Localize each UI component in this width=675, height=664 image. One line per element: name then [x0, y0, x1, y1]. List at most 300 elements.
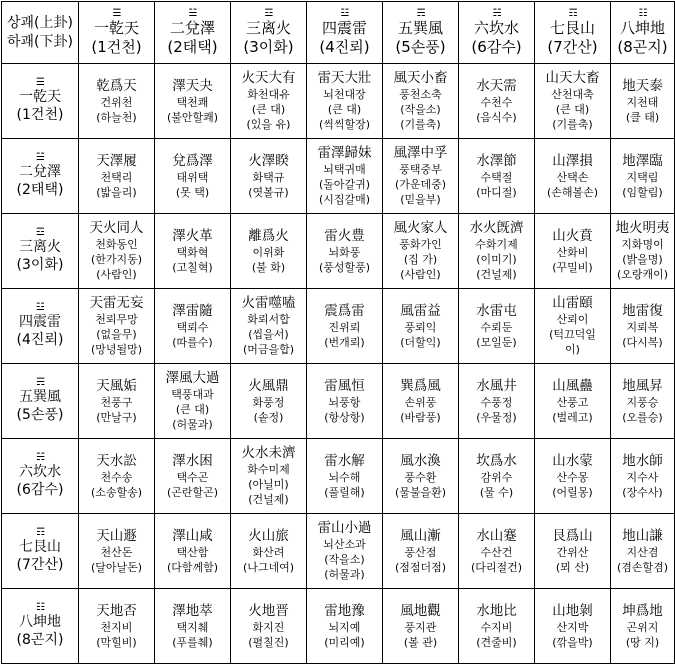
- hexagram-hanja-name: 天地否: [96, 602, 137, 619]
- hexagram-cell: [79, 589, 155, 664]
- hexagram-hanja-name: 巽爲風: [400, 377, 441, 394]
- hexagram-korean-line: (다리절건): [470, 560, 523, 574]
- column-header-4: [307, 2, 383, 64]
- column-trigram-number: (1건천): [91, 37, 142, 56]
- hexagram-korean-line: (마디절): [476, 185, 517, 199]
- hexagram-korean-line: (막힐비): [96, 635, 137, 649]
- hexagram-cell: [155, 64, 231, 139]
- hexagram-cell: [155, 364, 231, 439]
- hexagram-cell: [79, 139, 155, 214]
- hexagram-table: [1, 1, 675, 664]
- hexagram-cell: [383, 589, 459, 664]
- row-header-2: [2, 139, 79, 214]
- hexagram-cell: [155, 439, 231, 514]
- trigram-icon: ☷: [36, 602, 44, 613]
- column-trigram-name: 五巽風: [397, 18, 443, 37]
- hexagram-hanja-name: 澤地萃: [172, 602, 213, 619]
- row-trigram-name: 七艮山: [19, 539, 61, 555]
- hexagram-cell: [535, 64, 611, 139]
- hexagram-korean-line: (음식수): [476, 110, 517, 124]
- row-trigram-name: 二兌澤: [19, 164, 61, 180]
- hexagram-korean-line: (솥정): [253, 410, 284, 424]
- hexagram-hanja-name: 火地晋: [248, 602, 289, 619]
- hexagram-hanja-name: 火澤睽: [248, 152, 289, 169]
- hexagram-hanja-name: 山天大畜: [545, 70, 600, 86]
- hexagram-korean-line: 지택림: [626, 170, 659, 184]
- row-header-5: [2, 364, 79, 439]
- hexagram-korean-line: (항상항): [324, 410, 365, 424]
- hexagram-cell: [459, 364, 535, 439]
- column-header-6: [459, 2, 535, 64]
- hexagram-hanja-name: 火雷噬嗑: [241, 295, 296, 311]
- hexagram-hanja-name: 地澤臨: [622, 152, 663, 169]
- hexagram-cell: [535, 589, 611, 664]
- column-trigram-number: (5손풍): [395, 37, 446, 56]
- hexagram-korean-line: (볼 관): [403, 635, 438, 649]
- hexagram-korean-line: 천화동인: [95, 238, 138, 251]
- hexagram-korean-line: 풍화가인: [399, 238, 442, 251]
- hexagram-korean-line: 뇌풍항: [328, 395, 361, 409]
- hexagram-cell: [535, 439, 611, 514]
- table-row: [2, 439, 675, 514]
- hexagram-korean-line: 태위택: [176, 170, 209, 184]
- hexagram-cell: [459, 64, 535, 139]
- hexagram-korean-line: (허물과): [324, 568, 365, 581]
- hexagram-hanja-name: 水風井: [476, 377, 517, 394]
- hexagram-korean-line: (가운데중): [394, 178, 447, 191]
- hexagram-hanja-name: 澤天夬: [172, 77, 213, 94]
- column-trigram-name: 四震雷: [321, 18, 367, 37]
- hexagram-korean-line: 곤위지: [626, 620, 659, 634]
- hexagram-cell: [231, 64, 307, 139]
- hexagram-hanja-name: 水地比: [476, 602, 517, 619]
- hexagram-korean-line: (소송할송): [90, 485, 143, 499]
- row-header-7: [2, 514, 79, 589]
- hexagram-korean-line: 수택절: [480, 170, 513, 184]
- hexagram-korean-line: 화지진: [252, 620, 285, 634]
- hexagram-korean-line: (따를수): [172, 335, 213, 349]
- hexagram-korean-line: 화천대유: [247, 88, 290, 101]
- hexagram-korean-line: 수산건: [480, 545, 513, 559]
- hexagram-cell: [155, 289, 231, 364]
- hexagram-hanja-name: 火風鼎: [248, 377, 289, 394]
- hexagram-hanja-name: 山水蒙: [552, 452, 593, 469]
- trigram-icon: ☰: [112, 7, 121, 19]
- hexagram-hanja-name: 火水未濟: [241, 445, 296, 461]
- hexagram-korean-line: (손해볼손): [546, 185, 599, 199]
- hexagram-korean-line: (건널제): [248, 493, 289, 506]
- hexagram-korean-line: (건널제): [476, 268, 517, 281]
- hexagram-korean-line: (돌아갈귀): [318, 178, 371, 191]
- hexagram-korean-line: (장수사): [622, 485, 663, 499]
- hexagram-korean-line: (풍성할풍): [318, 260, 371, 274]
- hexagram-korean-line: (큰 대): [251, 103, 286, 116]
- hexagram-table-body: [2, 2, 675, 664]
- hexagram-korean-line: 지천태: [626, 95, 659, 109]
- hexagram-hanja-name: 兌爲澤: [172, 152, 213, 169]
- hexagram-cell: [383, 139, 459, 214]
- hexagram-korean-line: (미리예): [324, 635, 365, 649]
- column-header-2: [155, 2, 231, 64]
- hexagram-korean-line: (불안할쾌): [166, 110, 219, 124]
- hexagram-korean-line: 천택리: [100, 170, 133, 184]
- hexagram-cell: [307, 589, 383, 664]
- hexagram-cell: [79, 289, 155, 364]
- row-trigram-number: (1건천): [16, 107, 64, 123]
- hexagram-cell: [307, 514, 383, 589]
- hexagram-korean-line: (오랑캐이): [616, 268, 669, 281]
- hexagram-cell: [155, 139, 231, 214]
- hexagram-korean-line: 뇌산소과: [323, 538, 366, 551]
- hexagram-korean-line: (점점더점): [394, 560, 447, 574]
- hexagram-hanja-name: 地水師: [622, 452, 663, 469]
- row-header-3: [2, 214, 79, 289]
- hexagram-korean-line: (엿볼규): [248, 185, 289, 199]
- trigram-icon: ☱: [188, 7, 197, 19]
- hexagram-cell: [79, 364, 155, 439]
- hexagram-cell: [535, 289, 611, 364]
- hexagram-hanja-name: 澤山咸: [172, 527, 213, 544]
- hexagram-korean-line: 수뢰둔: [480, 320, 513, 334]
- hexagram-hanja-name: 風火家人: [393, 220, 448, 236]
- hexagram-cell: [535, 364, 611, 439]
- hexagram-korean-line: (우물정): [476, 410, 517, 424]
- hexagram-cell: [611, 439, 675, 514]
- hexagram-hanja-name: 雷天大壯: [317, 70, 372, 86]
- hexagram-hanja-name: 風水渙: [400, 452, 441, 469]
- hexagram-korean-line: (견줄비): [476, 635, 517, 649]
- column-header-5: [383, 2, 459, 64]
- lower-trigram-label: 하괘(下卦): [7, 33, 73, 50]
- hexagram-cell: [535, 514, 611, 589]
- hexagram-hanja-name: 天火同人: [89, 220, 144, 236]
- hexagram-korean-line: (땅 지): [625, 635, 660, 649]
- hexagram-hanja-name: 山雷頤: [552, 295, 593, 311]
- trigram-icon: ☱: [36, 152, 44, 163]
- trigram-icon: ☵: [36, 452, 44, 463]
- hexagram-korean-line: (시집갈매): [318, 193, 371, 206]
- hexagram-korean-line: 산풍고: [556, 395, 589, 409]
- hexagram-korean-line: (기를축): [552, 118, 593, 131]
- hexagram-korean-line: (깎을박): [552, 635, 593, 649]
- hexagram-korean-line: (있을 유): [246, 118, 291, 131]
- hexagram-cell: [155, 514, 231, 589]
- hexagram-hanja-name: 山風蠱: [552, 377, 593, 394]
- trigram-icon: ☶: [36, 527, 44, 538]
- hexagram-hanja-name: 風雷益: [400, 302, 441, 319]
- hexagram-korean-line: (턱끄덕일: [549, 328, 596, 341]
- column-trigram-name: 六坎水: [473, 18, 519, 37]
- hexagram-korean-line: (기를축): [400, 118, 441, 131]
- column-trigram-number: (3이화): [243, 37, 294, 56]
- hexagram-korean-line: 뇌택귀매: [323, 163, 366, 176]
- hexagram-korean-line: 이위화: [252, 245, 285, 259]
- hexagram-korean-line: 풍택중부: [399, 163, 442, 176]
- trigram-icon: ☲: [264, 7, 273, 19]
- hexagram-hanja-name: 雷地豫: [324, 602, 365, 619]
- column-trigram-number: (8곤지): [617, 37, 668, 56]
- row-trigram-number: (4진뢰): [16, 332, 64, 348]
- hexagram-korean-line: (집 가): [403, 253, 438, 266]
- hexagram-cell: [459, 139, 535, 214]
- upper-trigram-label: 상괘(上卦): [7, 14, 73, 31]
- row-header-4: [2, 289, 79, 364]
- hexagram-korean-line: 천지비: [100, 620, 133, 634]
- hexagram-hanja-name: 山火賁: [552, 227, 593, 244]
- hexagram-hanja-name: 澤風大過: [165, 370, 220, 386]
- hexagram-korean-line: (곤란할곤): [166, 485, 219, 499]
- column-trigram-name: 二兌澤: [169, 18, 215, 37]
- hexagram-korean-line: (임할림): [622, 185, 663, 199]
- table-row: [2, 214, 675, 289]
- hexagram-korean-line: 수지비: [480, 620, 513, 634]
- hexagram-korean-line: 택풍대과: [171, 388, 214, 401]
- hexagram-cell: [79, 514, 155, 589]
- row-header-8: [2, 589, 79, 664]
- hexagram-hanja-name: 風地觀: [400, 602, 441, 619]
- hexagram-hanja-name: 天山遯: [96, 527, 137, 544]
- column-header-1: [79, 2, 155, 64]
- hexagram-hanja-name: 地天泰: [622, 77, 663, 94]
- hexagram-cell: [79, 64, 155, 139]
- hexagram-korean-line: 산지박: [556, 620, 589, 634]
- hexagram-korean-line: (바람풍): [400, 410, 441, 424]
- hexagram-korean-line: 지산겸: [626, 545, 659, 559]
- hexagram-korean-line: (한가지동): [90, 253, 143, 266]
- hexagram-korean-line: 화택규: [252, 170, 285, 184]
- hexagram-korean-line: 천수송: [100, 470, 133, 484]
- hexagram-korean-line: (모일둔): [476, 335, 517, 349]
- row-trigram-name: 五巽風: [19, 389, 61, 405]
- hexagram-cell: [307, 214, 383, 289]
- table-row: [2, 289, 675, 364]
- hexagram-hanja-name: 天風姤: [96, 377, 137, 394]
- hexagram-korean-line: 산화비: [556, 245, 589, 259]
- trigram-icon: ☴: [416, 7, 425, 19]
- hexagram-korean-line: (사람인): [96, 268, 137, 281]
- hexagram-korean-line: 택지췌: [176, 620, 209, 634]
- row-trigram-number: (3이화): [16, 257, 64, 273]
- hexagram-korean-line: (펼칠진): [248, 635, 289, 649]
- hexagram-korean-line: (푸를췌): [172, 635, 213, 649]
- hexagram-korean-line: (만날구): [96, 410, 137, 424]
- hexagram-cell: [307, 364, 383, 439]
- hexagram-cell: [231, 139, 307, 214]
- hexagram-korean-line: 산천대축: [551, 88, 594, 101]
- hexagram-hanja-name: 天澤履: [96, 152, 137, 169]
- hexagram-hanja-name: 震爲雷: [324, 302, 365, 319]
- hexagram-korean-line: 풍지관: [404, 620, 437, 634]
- column-trigram-name: 八坤地: [619, 18, 665, 37]
- hexagram-korean-line: (밝을명): [622, 253, 663, 266]
- hexagram-korean-line: 뇌수해: [328, 470, 361, 484]
- hexagram-korean-line: 진위뢰: [328, 320, 361, 334]
- hexagram-korean-line: (달아날돈): [90, 560, 143, 574]
- hexagram-cell: [535, 139, 611, 214]
- hexagram-korean-line: 택화혁: [176, 245, 209, 259]
- hexagram-korean-line: (씹을서): [248, 328, 289, 341]
- hexagram-hanja-name: 澤火革: [172, 227, 213, 244]
- hexagram-korean-line: 산뢰이: [556, 313, 589, 326]
- hexagram-cell: [383, 364, 459, 439]
- table-row: [2, 64, 675, 139]
- hexagram-cell: [535, 214, 611, 289]
- hexagram-hanja-name: 雷風恒: [324, 377, 365, 394]
- hexagram-korean-line: (작을소): [324, 553, 365, 566]
- hexagram-cell: [231, 364, 307, 439]
- hexagram-hanja-name: 天雷无妄: [89, 295, 144, 311]
- hexagram-korean-line: (큰 대): [175, 403, 210, 416]
- trigram-icon: ☲: [36, 227, 44, 238]
- hexagram-cell: [459, 214, 535, 289]
- hexagram-hanja-name: 雷澤歸妹: [317, 145, 372, 161]
- hexagram-hanja-name: 水澤節: [476, 152, 517, 169]
- table-row: [2, 364, 675, 439]
- hexagram-cell: [459, 289, 535, 364]
- hexagram-korean-line: 산수몽: [556, 470, 589, 484]
- hexagram-cell: [231, 514, 307, 589]
- hexagram-hanja-name: 水火旣濟: [469, 220, 524, 236]
- hexagram-cell: [307, 64, 383, 139]
- hexagram-cell: [611, 364, 675, 439]
- hexagram-korean-line: (작을소): [400, 103, 441, 116]
- hexagram-hanja-name: 風天小畜: [393, 70, 448, 86]
- hexagram-cell: [611, 64, 675, 139]
- hexagram-hanja-name: 水天需: [476, 77, 517, 94]
- hexagram-hanja-name: 地雷復: [622, 302, 663, 319]
- hexagram-korean-line: (하늘천): [96, 110, 137, 124]
- hexagram-cell: [383, 514, 459, 589]
- hexagram-cell: [383, 439, 459, 514]
- hexagram-korean-line: 화풍정: [252, 395, 285, 409]
- column-trigram-number: (7간산): [547, 37, 598, 56]
- hexagram-korean-line: 간위산: [556, 545, 589, 559]
- trigram-icon: ☵: [492, 7, 501, 19]
- hexagram-cell: [459, 589, 535, 664]
- hexagram-cell: [155, 214, 231, 289]
- hexagram-korean-line: 풍산점: [404, 545, 437, 559]
- hexagram-korean-line: 택천쾌: [176, 95, 209, 109]
- hexagram-korean-line: 수화기제: [475, 238, 518, 251]
- hexagram-hanja-name: 雷水解: [324, 452, 365, 469]
- column-trigram-number: (4진뢰): [319, 37, 370, 56]
- hexagram-korean-line: (풀릴해): [324, 485, 365, 499]
- hexagram-korean-line: 풍천소축: [399, 88, 442, 101]
- hexagram-korean-line: (못 택): [175, 185, 210, 199]
- hexagram-cell: [611, 514, 675, 589]
- hexagram-korean-line: 지화명이: [621, 238, 664, 251]
- row-trigram-name: 三离火: [19, 239, 61, 255]
- column-trigram-name: 三离火: [245, 18, 291, 37]
- hexagram-korean-line: 손위풍: [404, 395, 437, 409]
- hexagram-hanja-name: 風山漸: [400, 527, 441, 544]
- hexagram-cell: [383, 214, 459, 289]
- hexagram-cell: [79, 439, 155, 514]
- column-header-7: [535, 2, 611, 64]
- hexagram-korean-line: (큰 대): [555, 103, 590, 116]
- row-trigram-number: (2태택): [16, 182, 64, 198]
- hexagram-korean-line: 택산함: [176, 545, 209, 559]
- table-row: [2, 589, 675, 664]
- hexagram-hanja-name: 艮爲山: [552, 527, 593, 544]
- hexagram-cell: [79, 214, 155, 289]
- hexagram-cell: [231, 289, 307, 364]
- hexagram-korean-line: 화수미제: [247, 463, 290, 476]
- row-trigram-name: 四震雷: [19, 314, 61, 330]
- hexagram-korean-line: (다함께함): [166, 560, 219, 574]
- hexagram-korean-line: (불 화): [251, 260, 286, 274]
- hexagram-hanja-name: 雷山小過: [317, 520, 372, 536]
- row-trigram-number: (8곤지): [16, 632, 64, 648]
- hexagram-hanja-name: 地火明夷: [615, 220, 670, 236]
- row-trigram-name: 八坤地: [19, 614, 61, 630]
- trigram-icon: ☳: [36, 302, 44, 313]
- column-header-3: [231, 2, 307, 64]
- hexagram-hanja-name: 坤爲地: [622, 602, 663, 619]
- hexagram-korean-line: 택뢰수: [176, 320, 209, 334]
- hexagram-cell: [611, 289, 675, 364]
- hexagram-korean-line: (밟을리): [96, 185, 137, 199]
- hexagram-korean-line: 천뢰무망: [95, 313, 138, 326]
- corner-cell: [2, 2, 79, 64]
- hexagram-korean-line: 감위수: [480, 470, 513, 484]
- table-row: [2, 139, 675, 214]
- table-row: [2, 514, 675, 589]
- hexagram-korean-line: (벌레고): [552, 410, 593, 424]
- hexagram-korean-line: 화산려: [252, 545, 285, 559]
- hexagram-korean-line: (아닐미): [248, 478, 289, 491]
- hexagram-korean-line: (사람인): [400, 268, 441, 281]
- column-trigram-number: (6감수): [471, 37, 522, 56]
- column-trigram-number: (2태택): [167, 37, 218, 56]
- hexagram-korean-line: (씩씩할장): [318, 118, 371, 131]
- hexagram-cell: [307, 439, 383, 514]
- hexagram-korean-line: 지뢰복: [626, 320, 659, 334]
- hexagram-korean-line: (더할익): [400, 335, 441, 349]
- hexagram-cell: [307, 289, 383, 364]
- hexagram-korean-line: 뇌지예: [328, 620, 361, 634]
- trigram-icon: ☷: [638, 7, 647, 19]
- hexagram-korean-line: 건위천: [100, 95, 133, 109]
- hexagram-korean-line: (없을무): [96, 328, 137, 341]
- row-trigram-number: (6감수): [16, 482, 64, 498]
- hexagram-korean-line: 천산돈: [100, 545, 133, 559]
- hexagram-hanja-name: 離爲火: [248, 227, 289, 244]
- row-trigram-number: (5손풍): [16, 407, 64, 423]
- hexagram-korean-line: (다시복): [622, 335, 663, 349]
- hexagram-korean-line: (겸손할겸): [616, 560, 669, 574]
- hexagram-korean-line: 풍뢰익: [404, 320, 437, 334]
- hexagram-hanja-name: 風澤中孚: [393, 145, 448, 161]
- hexagram-korean-line: (물불을환): [394, 485, 447, 499]
- hexagram-cell: [611, 214, 675, 289]
- hexagram-cell: [611, 139, 675, 214]
- hexagram-cell: [155, 589, 231, 664]
- trigram-icon: ☳: [340, 7, 349, 19]
- hexagram-cell: [231, 214, 307, 289]
- hexagram-cell: [459, 439, 535, 514]
- hexagram-hanja-name: 澤雷隨: [172, 302, 213, 319]
- hexagram-hanja-name: 天水訟: [96, 452, 137, 469]
- hexagram-hanja-name: 山澤損: [552, 152, 593, 169]
- hexagram-cell: [611, 589, 675, 664]
- column-header-8: [611, 2, 675, 64]
- hexagram-korean-line: 산택손: [556, 170, 589, 184]
- hexagram-cell: [383, 289, 459, 364]
- hexagram-hanja-name: 地風昇: [622, 377, 663, 394]
- hexagram-cell: [459, 514, 535, 589]
- hexagram-korean-line: 뇌화풍: [328, 245, 361, 259]
